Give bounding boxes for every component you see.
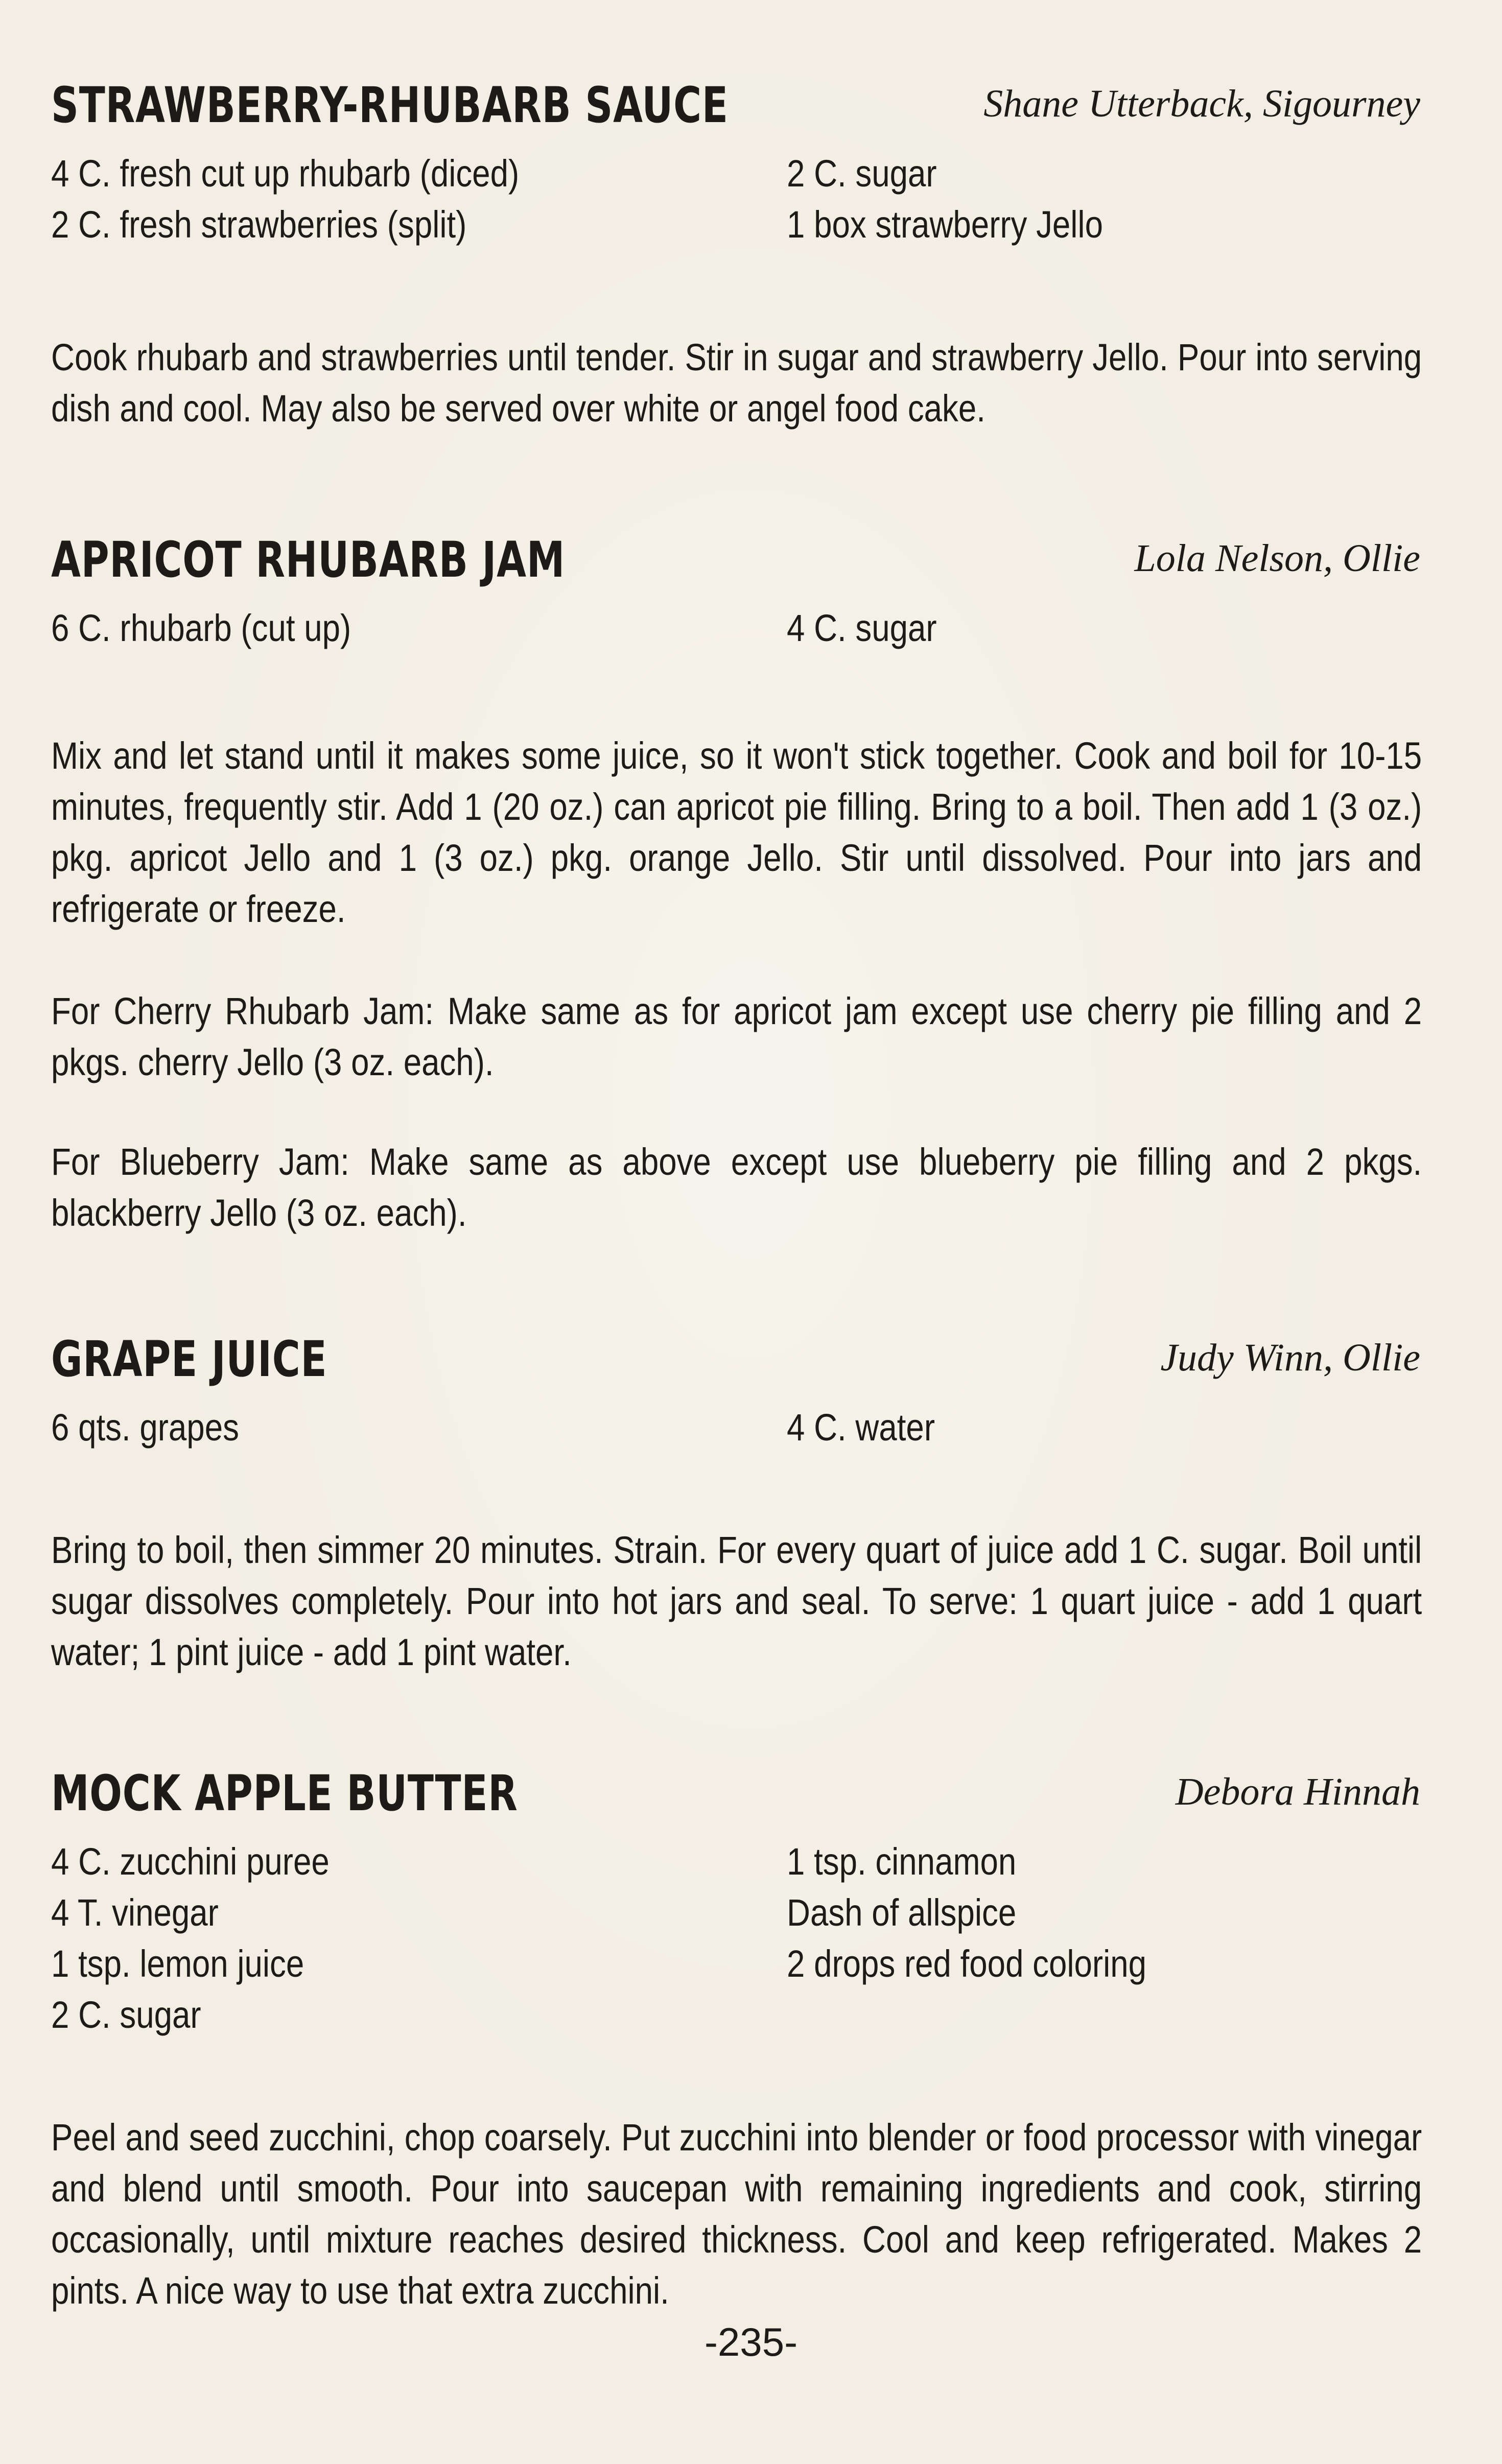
ingredient-item: 6 qts. grapes bbox=[51, 1406, 239, 1449]
variation-paragraph-blueberry: For Blueberry Jam: Make same as above except use blueberry pie filling and 2 pkgs. blackberry Jello (3 oz. each). bbox=[51, 1141, 1422, 1234]
recipe-author: Debora Hinnah bbox=[1175, 1770, 1420, 1813]
instructions-paragraph: Mix and let stand until it makes some juice, so it won't stick together. Cook and boil for 10-15 minutes, frequently stir. Add 1 (20 oz.) can apricot pie filling. Bring to a boil. Then add 1 (3 oz.) pkg. apricot Jello and 1 (3 oz.) pkg. orange Jello. Stir until dissolved. Pour into jars and refrigerate or freeze. bbox=[51, 735, 1422, 930]
recipe-header bbox=[51, 1765, 1420, 1831]
recipe-author: Judy Winn, Ollie bbox=[1160, 1336, 1420, 1379]
ingredient-item: Dash of allspice bbox=[787, 1891, 1017, 1934]
ingredient-column-left bbox=[51, 603, 400, 654]
recipe-title: MOCK APPLE BUTTER bbox=[51, 1765, 518, 1822]
ingredient-item: 4 C. sugar bbox=[787, 607, 937, 649]
ingredient-item: 1 box strawberry Jello bbox=[787, 203, 1103, 246]
recipe-title: GRAPE JUICE bbox=[51, 1331, 327, 1388]
recipe-header bbox=[51, 1331, 1420, 1397]
recipe-apricot-rhubarb-jam bbox=[51, 531, 1422, 1234]
ingredient-list bbox=[51, 1836, 1420, 2051]
ingredient-item: 2 C. fresh strawberries (split) bbox=[51, 203, 467, 246]
ingredient-item: 2 C. sugar bbox=[787, 152, 937, 195]
recipe-title: APRICOT RHUBARB JAM bbox=[51, 531, 566, 588]
ingredient-item: 4 T. vinegar bbox=[51, 1891, 219, 1934]
ingredient-item: 4 C. zucchini puree bbox=[51, 1840, 330, 1883]
ingredient-column-right bbox=[787, 1402, 959, 1453]
recipe-author: Shane Utterback, Sigourney bbox=[983, 82, 1420, 125]
recipe-strawberry-rhubarb-sauce bbox=[51, 77, 1422, 430]
ingredient-item: 4 C. water bbox=[787, 1406, 935, 1449]
ingredient-item: 4 C. fresh cut up rhubarb (diced) bbox=[51, 152, 520, 195]
recipe-header bbox=[51, 531, 1420, 598]
instructions-paragraph: Peel and seed zucchini, chop coarsely. Put zucchini into blender or food processor with vinegar and blend until smooth. Pour into saucepan with remaining ingredients and cook, stirring occasionally, until mixture reaches desired thickness. Cool and keep refrigerated. Makes 2 pints. A nice way to use that extra zucchini. bbox=[51, 2116, 1422, 2312]
ingredient-list bbox=[51, 603, 1420, 659]
ingredient-item: 6 C. rhubarb (cut up) bbox=[51, 607, 351, 649]
page-number: -235- bbox=[704, 2319, 798, 2364]
instructions-paragraph: Bring to boil, then simmer 20 minutes. Strain. For every quart of juice add 1 C. sugar. Boil until sugar dissolves completely. Pour into hot jars and seal. To serve: 1 quart juice - add 1 quart water; 1 pint juice - add 1 pint water. bbox=[51, 1529, 1422, 1673]
ingredient-column-left bbox=[51, 1836, 374, 2041]
variation-paragraph-cherry: For Cherry Rhubarb Jam: Make same as for apricot jam except use cherry pie filling and 2 pkgs. cherry Jello (3 oz. each). bbox=[51, 990, 1422, 1083]
ingredient-item: 2 C. sugar bbox=[51, 1994, 201, 2036]
recipe-author: Lola Nelson, Ollie bbox=[1134, 537, 1420, 580]
recipe-header bbox=[51, 77, 1420, 143]
ingredient-column-right bbox=[787, 148, 1155, 250]
ingredient-column-left bbox=[51, 1402, 270, 1453]
ingredient-list bbox=[51, 148, 1420, 260]
ingredient-column-right bbox=[787, 603, 961, 654]
ingredient-list bbox=[51, 1402, 1420, 1458]
recipe-mock-apple-butter bbox=[51, 1765, 1422, 2312]
instructions-paragraph: Cook rhubarb and strawberries until tender. Stir in sugar and strawberry Jello. Pour into serving dish and cool. May also be served over white or angel food cake. bbox=[51, 336, 1422, 430]
ingredient-item: 1 tsp. lemon juice bbox=[51, 1942, 304, 1985]
ingredient-item: 1 tsp. cinnamon bbox=[787, 1840, 1017, 1883]
ingredient-column-left bbox=[51, 148, 595, 250]
recipe-title: STRAWBERRY-RHUBARB SAUCE bbox=[51, 77, 729, 134]
ingredient-column-right bbox=[787, 1836, 1205, 1989]
recipe-grape-juice bbox=[51, 1331, 1422, 1673]
ingredient-item: 2 drops red food coloring bbox=[787, 1942, 1147, 1985]
